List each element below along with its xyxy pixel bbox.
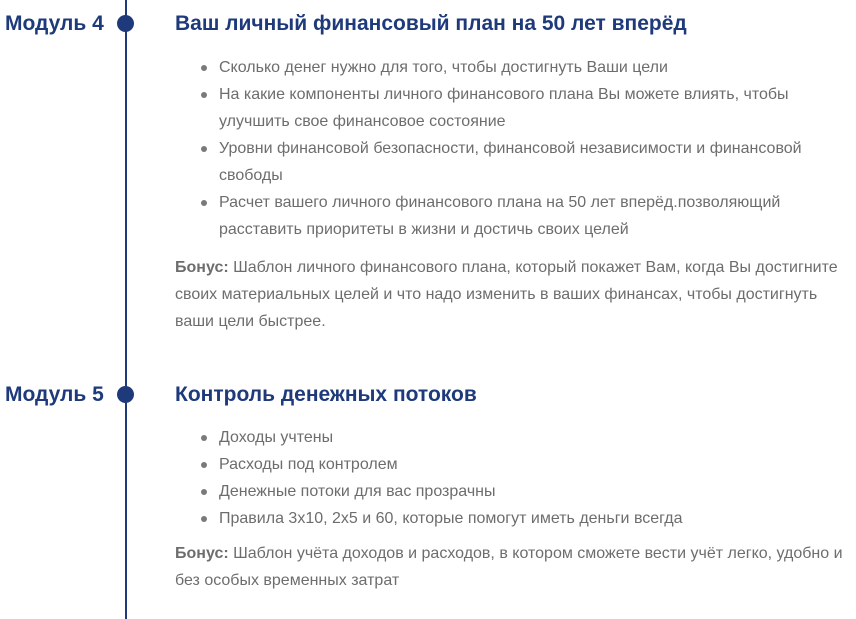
list-item <box>175 478 845 505</box>
bonus-text: Шаблон учёта доходов и расходов, в котором сможете вести учёт легко, удобно и без особых временных затрат <box>175 545 843 589</box>
timeline-dot-icon <box>117 386 134 403</box>
bullet-icon <box>201 516 207 522</box>
list-item-text: На какие компоненты личного финансового плана Вы можете влиять, чтобы улучшить свое финансовое состояние <box>219 86 789 130</box>
bullet-icon <box>201 462 207 468</box>
list-item-text: Расходы под контролем <box>219 456 398 473</box>
list-item-text: Расчет вашего личного финансового плана на 50 лет вперёд.позволяющий расставить приоритеты в жизни и достичь своих целей <box>219 194 781 238</box>
module-title: Контроль денежных потоков <box>175 383 477 406</box>
bullet-icon <box>201 489 207 495</box>
bullet-icon <box>201 146 207 152</box>
list-item-text: Сколько денег нужно для того, чтобы достигнуть Ваши цели <box>219 59 668 76</box>
list-item <box>175 505 845 532</box>
module-label: Модуль 5 <box>5 383 104 406</box>
bonus-note <box>175 254 845 335</box>
list-item <box>175 54 845 81</box>
list-item-text: Уровни финансовой безопасности, финансовой независимости и финансовой свободы <box>219 140 802 184</box>
bullet-icon <box>201 92 207 98</box>
module-topics-list <box>175 424 845 532</box>
list-item-text: Доходы учтены <box>219 429 334 446</box>
module-title: Ваш личный финансовый план на 50 лет вперёд <box>175 12 687 35</box>
bullet-icon <box>201 65 207 71</box>
list-item <box>175 451 845 478</box>
bullet-icon <box>201 435 207 441</box>
bullet-icon <box>201 200 207 206</box>
list-item-text: Денежные потоки для вас прозрачны <box>219 483 496 500</box>
timeline-line <box>125 0 127 619</box>
list-item <box>175 424 845 451</box>
module-label: Модуль 4 <box>5 12 104 35</box>
bonus-label: Бонус: <box>175 259 229 276</box>
list-item-text: Правила 3х10, 2х5 и 60, которые помогут иметь деньги всегда <box>219 510 683 527</box>
list-item <box>175 135 845 189</box>
bonus-label: Бонус: <box>175 545 229 562</box>
timeline-dot-icon <box>117 15 134 32</box>
list-item <box>175 81 845 135</box>
bonus-note <box>175 540 845 594</box>
module-topics-list <box>175 54 845 243</box>
bonus-text: Шаблон личного финансового плана, который покажет Вам, когда Вы достигните своих материальных целей и что надо изменить в ваших финансах, чтобы достигнуть ваши цели быстрее. <box>175 259 838 330</box>
list-item <box>175 189 845 243</box>
